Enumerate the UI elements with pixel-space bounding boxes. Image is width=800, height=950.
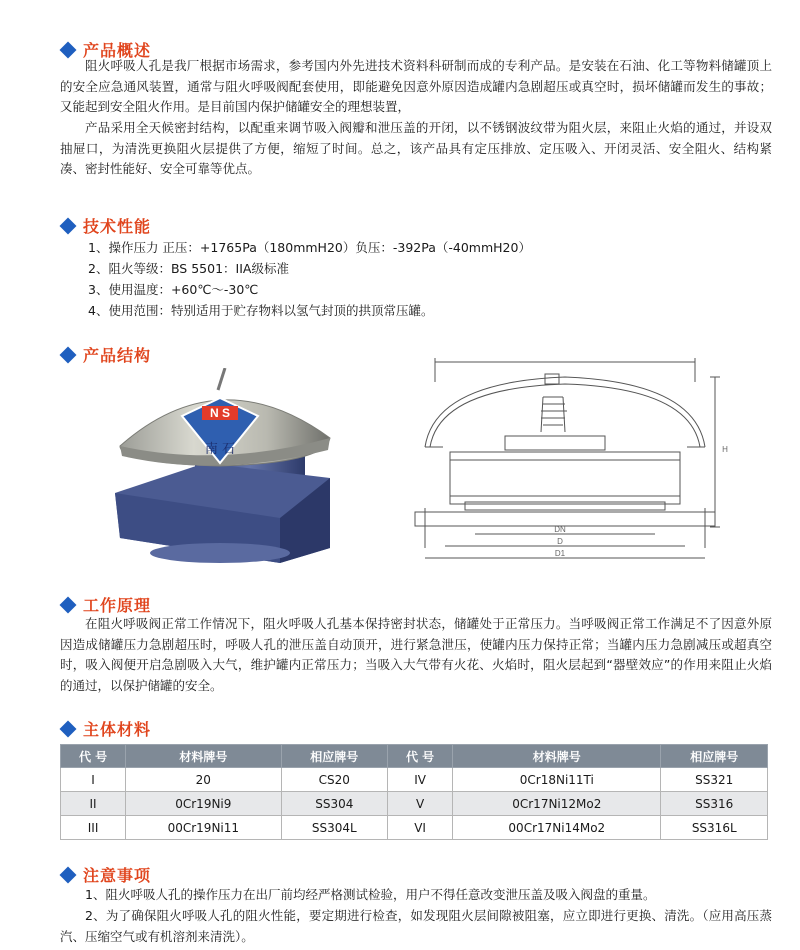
performance-item: 3、使用温度：+60℃～-30℃ (88, 282, 259, 297)
notes-item-2: 2、为了确保阻火呼吸人孔的阻火性能，要定期进行检查，如发现阻火层间隙被阻塞，应立即进行更换、清洗。（应用高压蒸汽、压缩空气或有机溶剂来清洗）。 (60, 908, 772, 944)
performance-list (88, 237, 531, 321)
table-cell: 0Cr19Ni9 (126, 792, 281, 816)
logo-text: N S (209, 406, 231, 420)
table-row (61, 768, 768, 792)
materials-title: 主体材料 (83, 720, 152, 739)
table-row (61, 792, 768, 816)
table-cell: SS316L (661, 816, 768, 840)
diamond-bullet-icon (60, 720, 77, 737)
table-cell: V (388, 792, 453, 816)
table-cell: SS321 (661, 768, 768, 792)
performance-item: 1、操作压力 正压：+1765Pa（180mmH20）负压：-392Pa（-40mmH20） (88, 240, 531, 255)
table-cell: 00Cr19Ni11 (126, 816, 281, 840)
drawing-label-dn: DN (554, 525, 566, 534)
diamond-bullet-icon (60, 217, 77, 234)
performance-item: 4、使用范围：特别适用于贮存物料以氢气封顶的拱顶常压罐。 (88, 303, 434, 318)
table-row (61, 816, 768, 840)
notes-heading (62, 863, 151, 886)
column-header: 材料牌号 (453, 745, 661, 768)
table-cell: 0Cr18Ni11Ti (453, 768, 661, 792)
performance-title: 技术性能 (83, 217, 152, 236)
drawing-label-d: D (557, 537, 563, 546)
column-header: 材料牌号 (126, 745, 281, 768)
structure-title: 产品结构 (83, 346, 152, 365)
performance-item: 2、阻火等级：BS 5501：IIA级标准 (88, 261, 289, 276)
table-cell: I (61, 768, 126, 792)
notes-title: 注意事项 (83, 866, 152, 885)
principle-title: 工作原理 (83, 596, 152, 615)
column-header: 相应牌号 (281, 745, 388, 768)
table-header-row (61, 745, 768, 768)
column-header: 相应牌号 (661, 745, 768, 768)
table-cell: IV (388, 768, 453, 792)
table-cell: SS316 (661, 792, 768, 816)
notes-item-1: 1、阻火呼吸人孔的操作压力在出厂前均经严格测试检验，用户不得任意改变泄压盖及吸入阀盘的重量。 (85, 887, 656, 902)
table-cell: 20 (126, 768, 281, 792)
product-photo (90, 368, 350, 568)
materials-heading (62, 717, 151, 740)
technical-drawing (395, 352, 735, 572)
logo-caption: 南 石 (204, 442, 236, 457)
table-cell: III (61, 816, 126, 840)
principle-heading (62, 593, 151, 616)
diamond-bullet-icon (60, 596, 77, 613)
drawing-label-h: H (722, 445, 728, 454)
table-cell: 0Cr17Ni12Mo2 (453, 792, 661, 816)
principle-paragraph: 在阻火呼吸阀正常工作情况下，阻火呼吸人孔基本保持密封状态，储罐处于正常压力。当呼吸阀正常工作满足不了因意外原因造成储罐压力急剧超压时，呼吸人孔的泄压盖自动顶开，进行紧急泄压，使罐内压力保持正常；当罐内压力急剧减压或超真空时，吸入阀便开启急剧吸入大气，维护罐内正常压力；当吸入大气带有火花、火焰时，阻火层起到“器壁效应”的作用来阻止火焰的通过，以保护储罐的安全。 (60, 616, 772, 693)
diamond-bullet-icon (60, 346, 77, 363)
performance-heading (62, 214, 151, 237)
table-cell: II (61, 792, 126, 816)
overview-paragraph-1: 阻火呼吸人孔是我厂根据市场需求，参考国内外先进技术资料科研制而成的专利产品。是安装在石油、化工等物料储罐顶上的安全应急通风装置，通常与阻火呼吸阀配套使用，即能避免因意外原因造成罐内急剧超压或真空时，损坏储罐而发生的事故；又能起到安全阻火作用。是目前国内保护储罐安全的理想装置， (60, 58, 772, 114)
drawing-label-d1: D1 (554, 549, 566, 558)
materials-table (60, 744, 768, 840)
overview-title: 产品概述 (83, 41, 152, 60)
table-cell: SS304L (281, 816, 388, 840)
table-cell: 00Cr17Ni14Mo2 (453, 816, 661, 840)
structure-heading (62, 343, 151, 366)
column-header: 代 号 (61, 745, 126, 768)
overview-paragraph-2: 产品采用全天候密封结构，以配重来调节吸入阀瓣和泄压盖的开闭，以不锈钢波纹带为阻火层，来阻止火焰的通过，并设双抽屉口，为清洗更换阻火层提供了方便，缩短了时间。总之，该产品具有定压排放、定压吸入、开闭灵活、安全阻火、结构紧凑、密封性能好、安全可靠等优点。 (60, 120, 772, 176)
table-cell: VI (388, 816, 453, 840)
table-cell: SS304 (281, 792, 388, 816)
column-header: 代 号 (388, 745, 453, 768)
table-cell: CS20 (281, 768, 388, 792)
diamond-bullet-icon (60, 866, 77, 883)
